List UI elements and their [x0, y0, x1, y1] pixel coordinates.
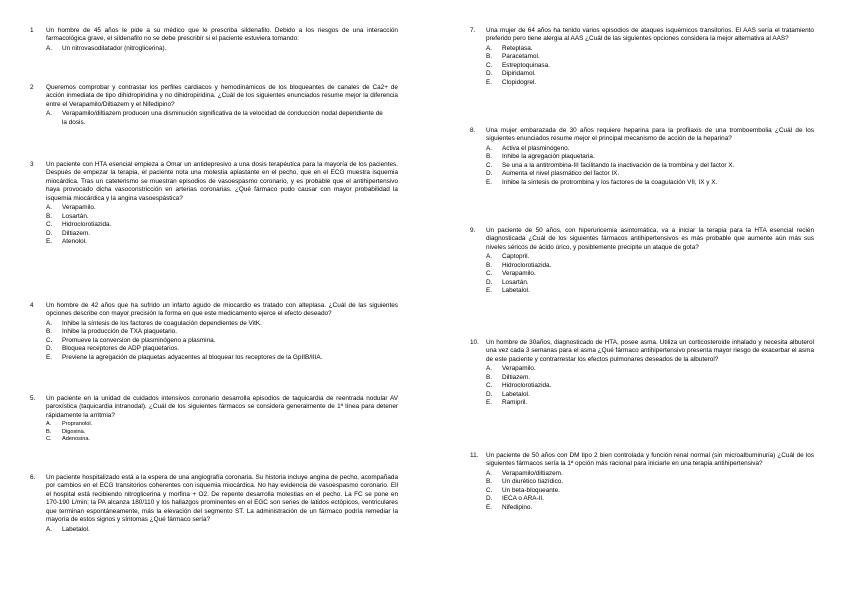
option-text: Un diurético tiazídico.: [502, 478, 564, 486]
option-letter: E.: [486, 287, 493, 295]
option-letter: B.: [46, 212, 53, 220]
option-letter: C.: [46, 436, 52, 443]
option-letter: E.: [46, 353, 53, 361]
option-letter: C.: [46, 336, 53, 344]
question-stem: Un hombre de 30años, diagnosticado de HTA, posee asma. Utiliza un corticosteroide inhalado y necesita albuterol una vez cada 3 semanas para el asma ¿Qué fármaco antihipertensivo presenta mayor riesgo de exacerbar el asma de este paciente y contrarrestar los efectos pulmonares deseados de la albuterol?: [486, 339, 814, 363]
option-letter: D.: [486, 278, 493, 286]
option: [486, 162, 814, 170]
question-stem: Una mujer de 64 años ha tenido varios episodios de ataques isquémicos transitorios. El AAS sería el tratamiento preferido pero tiene alergia al AAS ¿Cuál de las siguientes opciones considera la mejor alternativa al AAS?: [486, 27, 814, 43]
option-text: Inhibe la agregación plaquetaria.: [502, 153, 595, 161]
question-stem: Un paciente hospitalizado está a la espera de una angiografía coronaria. Su historia incluye angina de pecho, acompañada por cambios en el ECG transitorios coherentes con isquemia miocárdica. No hay evidencia de vasoespasmo coronario. Ell el hospital está recibiendo nitroglicerina y morfina + O2. De repente desarrolla molestias en el pecho. La FC se pone en 170-190 L/min; la PA alcanza 180/110 y los hallazgos prominentes en el EGC son series de latidos ectópicos, ventriculares que terminan espontáneamente, más la elevación del segmento ST. La administración de un fármaco podría remediar la mayoría de estos signos y síntomas ¿Qué fármaco sería?: [46, 474, 398, 524]
option-text: Dipiridamol.: [502, 70, 536, 78]
option: [46, 221, 398, 229]
option: [486, 270, 814, 278]
option-letter: E.: [486, 78, 493, 86]
option-letter: A.: [46, 44, 53, 52]
option-text: Losartán.: [62, 212, 89, 220]
option: [486, 170, 814, 178]
question-number: 8.: [470, 127, 476, 134]
option: [486, 399, 814, 407]
question-stem: Un hombre de 42 años que ha sufrido un infarto agudo de miocardio es tratado con alteplasa. ¿Cuál de las siguientes opciones describe con mayor precisión la forma en que este medicamento ejerce el efecto deseado?: [46, 302, 398, 318]
option-letter: A.: [46, 319, 53, 327]
question-number: 2: [30, 84, 34, 91]
option-text: Previene la agregación de plaquetas adyacentes al bloquear los receptores de la GpIIB/IIIA.: [62, 353, 323, 361]
option: [46, 421, 398, 428]
option-text: Estreptoquinasa.: [502, 61, 550, 69]
option-letter: E.: [486, 399, 493, 407]
question-number: 3: [30, 161, 34, 168]
option-text: Diltiazem.: [62, 229, 91, 237]
option-letter: B.: [46, 428, 52, 435]
option-letter: B.: [486, 153, 493, 161]
option: [486, 262, 814, 270]
question-stem: Un paciente con HTA esencial empieza a Omar un antidepresivo a una dosis terapéutica para la mayoría de los pacientes. Después de empezar la terapia, el paciente nota una molestia aplastante en el pecho, que en el ECG muestra isquemia miocárdica. Tras un cateterismo se muestran episodios de vasoespasmo coronario, y es probable que el antihipertensivo haya provocado dicha vasoconstricción en arterias coronarias. ¿Qué fármaco pudo causar con mayor probabilidad la isquemia miocárdica y la angina vasoespástica?: [46, 161, 398, 202]
question-10: [470, 339, 814, 408]
option: [46, 45, 398, 53]
option: [46, 204, 398, 212]
option-letter: E.: [46, 238, 53, 246]
option-letter: B.: [486, 261, 493, 269]
option-text: Inhibe la síntesis de protrombina y los factores de la coagulación VII, IX y X.: [502, 178, 718, 186]
option: [486, 478, 814, 486]
option-text: Hidroclorotiazida.: [62, 221, 112, 229]
option-text: Clopidogrel.: [502, 78, 537, 86]
option: [486, 253, 814, 261]
option-letter: C.: [486, 486, 493, 494]
option: [486, 391, 814, 399]
question-3: [30, 161, 398, 247]
option: [486, 374, 814, 382]
question-stem: Un paciente en la unidad de cuidados intensivos coronario desarrolla episodios de taquicardia de reentrada nodular AV paroxística (taquicardia intranodal). ¿Cuál de los siguientes fármacos se considera generalmente de 1ª línea para detener rápidamente la arritmia?: [46, 395, 398, 419]
option-letter: D.: [486, 495, 493, 503]
question-stem: Un paciente de 50 años, con hiperuricemia asintomática, va a iniciar la terapia para la HTA esencial recién diagnosticada ¿Cuál de los siguientes fármacos antihipertensivos es más probable que aumente aún más sus niveles séricos de ácido úrico, y posiblemente precipite un ataque de gota?: [486, 227, 814, 251]
option: [486, 45, 814, 53]
option-text: Diltiazem.: [502, 373, 531, 381]
option-text: Paracetamol.: [502, 53, 540, 61]
option: [486, 504, 814, 512]
option-letter: A.: [486, 144, 493, 152]
option-letter: D.: [46, 229, 53, 237]
question-11: [470, 452, 814, 512]
option-text: Ramipril.: [502, 399, 528, 407]
option: [46, 213, 398, 221]
question-stem: Queremos comprobar y contrastar los perfiles cardiacos y hemodinámicos de los bloqueantes de canales de Ca2+ de acción inmediata de tipo dihidropiridina y no dihidropiridina. ¿Cuál de los siguientes enunciados resume mejor la diferencia entre el Verapamilo/Diltiazem y el Nifedipino?: [46, 84, 398, 108]
question-number: 11.: [470, 452, 479, 459]
option-text: Aumenta el nivel plasmático del factor IX.: [502, 170, 620, 178]
option: [486, 487, 814, 495]
option-letter: A.: [46, 421, 52, 428]
option-letter: C.: [486, 161, 493, 169]
option-text: Verapamilo.: [62, 204, 96, 212]
option-letter: A.: [486, 253, 493, 261]
option: [46, 337, 398, 345]
option-text: Un beta-bloqueante.: [502, 486, 560, 494]
option: [486, 365, 814, 373]
option-letter: D.: [46, 345, 53, 353]
option-text: Nifedipino.: [502, 503, 533, 511]
option-text: Labetalol.: [62, 525, 90, 533]
option-text: Reteplasa.: [502, 44, 533, 52]
option-letter: D.: [486, 390, 493, 398]
option: [486, 153, 814, 161]
question-2: [30, 84, 398, 127]
option: [486, 62, 814, 70]
option-text: Verapamilo.: [502, 270, 536, 278]
option-letter: C.: [46, 221, 53, 229]
option-text: Inhibe la producción de TXA plaquetario.: [62, 328, 177, 336]
option: [46, 345, 398, 353]
option: [486, 279, 814, 287]
option-text: Adenosina.: [62, 436, 90, 443]
question-number: 7.: [470, 27, 476, 34]
question-number: 4: [30, 302, 34, 309]
option-text: Labetalol.: [502, 390, 530, 398]
option: [46, 238, 398, 246]
option-text: Promueve la conversion de plasminógeno a plasmina.: [62, 336, 216, 344]
option-text: Bloquea receptores de ADP plaquetarios.: [62, 345, 180, 353]
option-text: Inhibe la síntesis de los factores de coagulación dependientes de VitK.: [62, 319, 262, 327]
option-text: Digoxina.: [62, 428, 86, 435]
option-letter: C.: [486, 382, 493, 390]
question-9: [470, 227, 814, 296]
question-number: 6.: [30, 474, 36, 481]
option: [46, 526, 398, 534]
option-letter: C.: [486, 270, 493, 278]
option: [46, 429, 398, 436]
option-letter: B.: [46, 328, 53, 336]
option-text: Verapamilo/diltiazem producen una disminución significativa de la velocidad de conducción nodal dependiente de la dosis.: [62, 110, 383, 126]
option-text: Hidroclorotiazida.: [502, 382, 552, 390]
question-number: 1: [30, 27, 34, 34]
option-text: Verapamilo.: [502, 365, 536, 373]
option-text: Hidroclorotiazida.: [502, 261, 552, 269]
question-stem: Una mujer embarazada de 30 años requiere heparina para la profilaxis de una tromboembolia ¿Cuál de los siguientes enunciados resume mejor el principal mecanismo de acción de la heparina?: [486, 127, 814, 143]
option-text: Verapamilo/diltiazem.: [502, 469, 563, 477]
question-number: 9.: [470, 227, 476, 234]
option-text: Un nitrovasodilatador (nitroglicerina).: [62, 44, 167, 52]
option-letter: A.: [486, 44, 493, 52]
option-letter: B.: [486, 478, 493, 486]
option: [486, 495, 814, 503]
question-5: [30, 395, 398, 443]
option: [486, 145, 814, 153]
question-7: [470, 27, 814, 87]
question-6: [30, 474, 398, 534]
option: [486, 79, 814, 87]
option-text: Losartán.: [502, 278, 529, 286]
option: [486, 70, 814, 78]
option-letter: C.: [486, 61, 493, 69]
question-stem: Un paciente de 50 años con DM tipo 2 bien controlada y función renal normal (sin microalbuminuria) ¿Cuál de los siguientes fármacos sería la 1ª opción más racional para iniciarle en una terapia antihipertensiva?: [486, 452, 814, 468]
option-letter: B.: [486, 53, 493, 61]
option: [46, 328, 398, 336]
option: [486, 179, 814, 187]
option-letter: A.: [486, 365, 493, 373]
option-letter: A.: [486, 469, 493, 477]
option-letter: B.: [486, 373, 493, 381]
option-text: Se una a la antitrombina-III facilitando la inactivación de la trombina y del factor X.: [502, 161, 735, 169]
option-text: Activa el plasminógeno.: [502, 144, 570, 152]
option: [486, 470, 814, 478]
option-letter: A.: [46, 525, 53, 533]
option-letter: A.: [46, 204, 53, 212]
option: [46, 230, 398, 238]
option: [46, 320, 398, 328]
question-4: [30, 302, 398, 362]
option: [46, 436, 398, 443]
option-letter: E.: [486, 178, 493, 186]
option-text: Atenolol.: [62, 238, 87, 246]
question-8: [470, 127, 814, 187]
option: [486, 382, 814, 390]
option: [486, 287, 814, 295]
option-text: Captopril.: [502, 253, 530, 261]
option: [486, 53, 814, 61]
option-letter: D.: [486, 170, 493, 178]
question-number: 5.: [30, 395, 36, 402]
question-number: 10.: [470, 339, 479, 346]
option-text: Propranolol.: [62, 421, 93, 428]
question-1: [30, 27, 398, 53]
option-text: Labetalol.: [502, 287, 530, 295]
option-text: IECA o ARA-II.: [502, 495, 544, 503]
option-letter: D.: [486, 70, 493, 78]
option: [46, 110, 398, 127]
question-stem: Un hombre de 45 años le pide a su médico que le prescriba sildenafilo. Debido a los riesgos de una interacción farmacológica grave, el sildenafilo no se debe prescribir si el paciente estuviera tomando:: [46, 27, 398, 43]
option-letter: A.: [46, 110, 53, 118]
option: [46, 354, 398, 362]
option-letter: E.: [486, 503, 493, 511]
